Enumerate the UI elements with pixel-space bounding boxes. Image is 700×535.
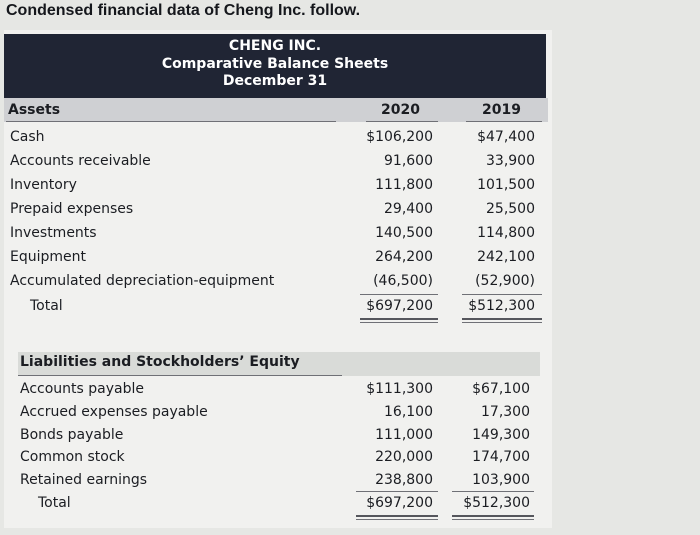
double-rule [356, 519, 438, 520]
column-header-row [4, 98, 548, 122]
value-2019: $512,300 [468, 298, 535, 314]
value-2019: $47,400 [477, 129, 535, 145]
row-label: Investments [10, 225, 97, 241]
row-label: Bonds payable [20, 427, 124, 443]
table-row [0, 424, 560, 446]
section-underline [18, 375, 342, 376]
row-label: Retained earnings [20, 472, 148, 488]
problem-heading: Condensed financial data of Cheng Inc. follow. [6, 2, 361, 19]
total-row [0, 492, 560, 514]
double-rule [452, 519, 534, 520]
row-label: Accounts payable [20, 381, 144, 397]
value-2020: 140,500 [375, 225, 433, 241]
table-row [0, 401, 560, 423]
row-label: Common stock [20, 449, 125, 465]
row-label: Cash [10, 129, 45, 145]
row-label: Inventory [10, 177, 77, 193]
value-2020: 111,800 [375, 177, 433, 193]
double-rule [356, 515, 438, 517]
value-2020: 16,100 [384, 404, 433, 420]
value-2019: 17,300 [481, 404, 530, 420]
value-2019: 33,900 [486, 153, 535, 169]
value-2019: $67,100 [472, 381, 530, 397]
total-row [0, 295, 560, 317]
value-2020: $106,200 [366, 129, 433, 145]
header-underline [466, 121, 542, 122]
table-row [0, 246, 560, 268]
row-label: Prepaid expenses [10, 201, 134, 217]
value-2019: 174,700 [472, 449, 530, 465]
value-2019: 101,500 [477, 177, 535, 193]
value-2020: 111,000 [375, 427, 433, 443]
table-row [0, 270, 560, 292]
double-rule [360, 322, 438, 323]
table-row [0, 469, 560, 491]
assets-header: Assets [8, 102, 61, 118]
year-2020-header: 2020 [381, 102, 420, 118]
value-2019: 25,500 [486, 201, 535, 217]
liabilities-section-title: Liabilities and Stockholders’ Equity [20, 354, 300, 370]
double-rule [452, 515, 534, 517]
value-2019: 114,800 [477, 225, 535, 241]
year-2019-header: 2019 [482, 102, 521, 118]
value-2020: $111,300 [366, 381, 433, 397]
value-2019: 242,100 [477, 249, 535, 265]
table-row [0, 174, 560, 196]
statement-date: December 31 [222, 73, 328, 89]
table-row [0, 150, 560, 172]
value-2020: (46,500) [373, 273, 433, 289]
row-label: Equipment [10, 249, 86, 265]
statement-title: Comparative Balance Sheets [161, 56, 389, 72]
header-underline [6, 121, 336, 122]
value-2019: (52,900) [475, 273, 535, 289]
value-2020: 91,600 [384, 153, 433, 169]
value-2020: 220,000 [375, 449, 433, 465]
row-label: Total [30, 298, 63, 314]
company-name: CHENG INC. [228, 38, 322, 54]
row-label: Accrued expenses payable [20, 404, 208, 420]
row-label: Total [38, 495, 71, 511]
value-2020: $697,200 [366, 298, 433, 314]
table-row [0, 126, 560, 148]
value-2019: 149,300 [472, 427, 530, 443]
value-2020: 264,200 [375, 249, 433, 265]
table-row [0, 222, 560, 244]
row-label: Accumulated depreciation-equipment [10, 273, 275, 289]
double-rule [360, 318, 438, 320]
row-label: Accounts receivable [10, 153, 151, 169]
statement-header [4, 34, 546, 98]
header-underline [366, 121, 438, 122]
value-2020: 238,800 [375, 472, 433, 488]
table-row [0, 446, 560, 468]
double-rule [462, 318, 542, 320]
value-2020: $697,200 [366, 495, 433, 511]
table-row [0, 378, 560, 400]
value-2020: 29,400 [384, 201, 433, 217]
double-rule [462, 322, 542, 323]
table-row [0, 198, 560, 220]
value-2019: 103,900 [472, 472, 530, 488]
value-2019: $512,300 [463, 495, 530, 511]
